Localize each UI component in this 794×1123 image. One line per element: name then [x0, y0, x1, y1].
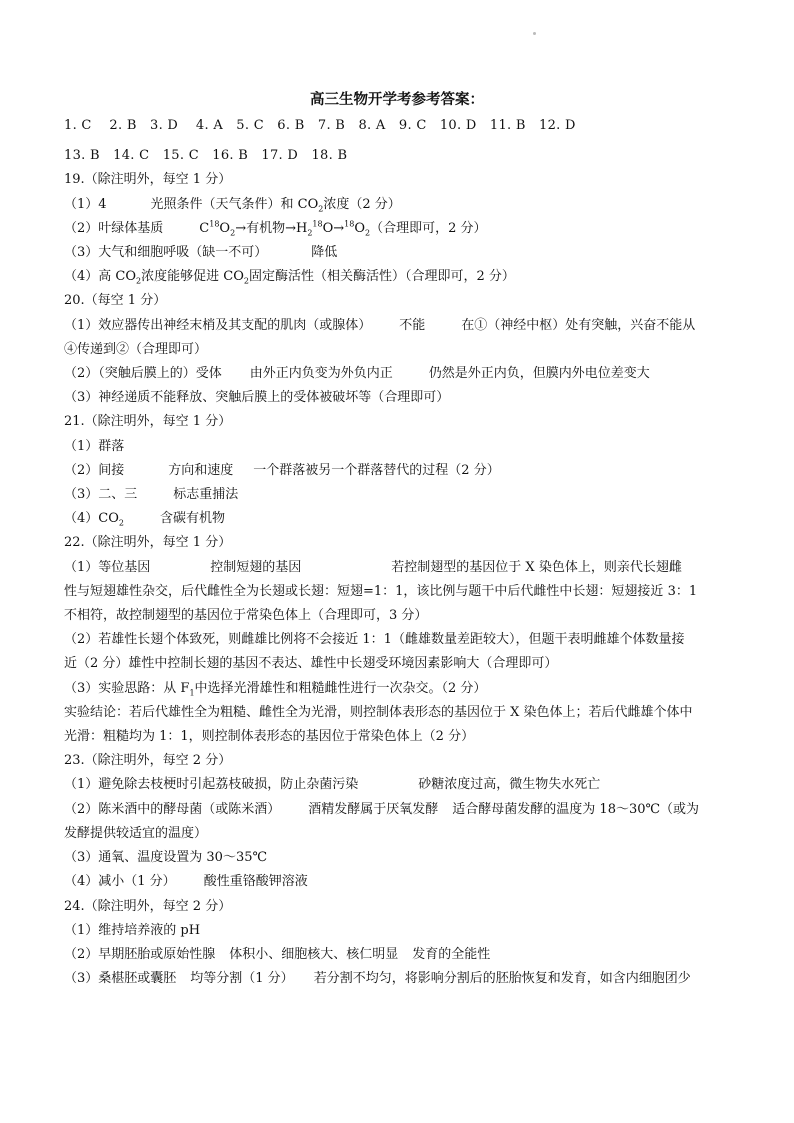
q23-4b: 酸性重铬酸钾溶液 — [203, 874, 308, 890]
subscript: 2 — [243, 276, 249, 286]
q22-3b: 中选择光滑雄性和粗糙雌性进行一次杂交。（2 分） — [194, 680, 487, 696]
q24-answer-1: （1）维持培养液的 pH — [64, 922, 201, 938]
q23-answer-2 — [64, 798, 732, 822]
q19-3a: （3）大气和细胞呼吸（缺一不可） — [64, 245, 268, 261]
q19-1c: 浓度（2 分） — [323, 196, 401, 212]
q20-1a: （1）效应器传出神经末梢及其支配的肌肉（或腺体） — [64, 317, 372, 333]
q20-2a: （2）（突触后膜上的）受体 — [64, 366, 222, 382]
q22-answer-1-cont-2: 不相符，故控制翅型的基因位于常染色体上（合理即可，3 分） — [64, 608, 428, 624]
subscript: 2 — [318, 204, 324, 214]
q24-answer-3 — [64, 967, 732, 991]
corner-dot — [533, 32, 536, 35]
q23-2c: 适合酵母菌发酵的温度为 18～30℃（或为 — [452, 801, 700, 817]
q24-3c: 若分割不均匀，将影响分割后的胚胎恢复和发育，如含内细胞团少 — [313, 971, 691, 987]
choice-answers-row-2: 13. B 14. C 15. C 16. B 17. D 18. B — [64, 148, 348, 164]
subscript: 2 — [118, 518, 124, 528]
q19-2a: （2）叶绿体基质 — [64, 220, 164, 236]
q19-3b: 降低 — [311, 245, 338, 261]
q21-3a: （3）二、三 — [64, 487, 138, 503]
q23-answer-4 — [64, 870, 732, 894]
q20-heading: 20.（每空 1 分） — [64, 293, 167, 309]
answer-content — [64, 114, 732, 991]
q20-1c: 在①（神经中枢）处有突触，兴奋不能从 — [461, 317, 696, 333]
q19-4b: 浓度能够促进 CO — [141, 269, 244, 285]
q22-1b: 控制短翅的基因 — [210, 559, 302, 575]
q20-1b: 不能 — [399, 317, 426, 333]
q24-heading: 24.（除注明外，每空 2 分） — [64, 898, 232, 914]
q23-2b: 酒精发酵属于厌氧发酵 — [308, 801, 439, 817]
q23-2a: （2）陈米酒中的酵母菌（或陈米酒） — [64, 801, 281, 817]
choice-answers-row-1: 1. C 2. B 3. D 4. A 5. C 6. B 7. B 8. A 9. C 10. D 11. B 12. D — [64, 118, 576, 133]
q24-2a: （2）早期胚胎或原始性腺 — [64, 946, 216, 962]
q21-heading: 21.（除注明外，每空 1 分） — [64, 414, 232, 430]
q21-answer-1: （1）群落 — [64, 438, 125, 454]
q21-4a: （4）CO — [64, 511, 119, 527]
q21-answer-4 — [64, 507, 732, 531]
q23-1a: （1）避免除去枝梗时引起荔枝破损，防止杂菌污染 — [64, 777, 359, 793]
q20-2b: 由外正内负变为外负内正 — [249, 366, 393, 382]
q22-1c: 若控制翅型的基因位于 X 染色体上，则亲代长翅雌 — [391, 559, 682, 575]
q19-answer-2 — [64, 217, 732, 241]
q22-answer-2-cont: 近（2 分）雄性中控制长翅的基因不表达、雄性中长翅受环境因素影响大（合理即可） — [64, 656, 558, 672]
subscript: 1 — [189, 688, 195, 698]
q20-answer-2 — [64, 362, 732, 386]
q19-answer-3 — [64, 241, 732, 265]
q24-3a: （3）桑椹胚或囊胚 — [64, 971, 177, 987]
q22-answer-1 — [64, 556, 732, 580]
q23-answer-1 — [64, 773, 732, 797]
q23-heading: 23.（除注明外，每空 2 分） — [64, 753, 232, 769]
q21-answer-2 — [64, 459, 732, 483]
q19-4a: （4）高 CO — [64, 269, 137, 285]
q20-answer-1-cont: ④传递到②（合理即可） — [64, 341, 208, 357]
subscript: 2 — [136, 276, 142, 286]
q22-answer-1-cont-1: 性与短翅雄性杂交，后代雌性全为长翅或长翅：短翅=1：1，该比例与题干中后代雌性中长翅：短翅接近 3：1 — [64, 583, 698, 599]
q19-answer-4 — [64, 265, 732, 289]
q21-4b: 含碳有机物 — [159, 511, 225, 527]
q22-1a: （1）等位基因 — [64, 559, 151, 575]
q23-1b: 砂糖浓度过高，微生物失水死亡 — [418, 777, 601, 793]
q20-2c: 仍然是外正内负，但膜内外电位差变大 — [428, 366, 650, 382]
q22-conclusion: 实验结论：若后代雄性全为粗糙、雌性全为光滑，则控制体表形态的基因位于 X 染色体上；若后代雌雄个体中 — [64, 704, 693, 720]
q22-3a: （3）实验思路：从 F — [64, 680, 190, 696]
q24-2c: 发育的全能性 — [412, 946, 491, 962]
q22-conclusion-cont: 光滑：粗糙均为 1：1，则控制体表形态的基因位于常染色体上（2 分） — [64, 729, 475, 745]
q24-3b: 均等分割（1 分） — [190, 971, 294, 987]
q23-answer-3: （3）通氧、温度设置为 30～35℃ — [64, 850, 268, 866]
q22-answer-3 — [64, 677, 732, 701]
q24-2b: 体积小、细胞核大、核仁明显 — [229, 946, 399, 962]
q20-answer-3: （3）神经递质不能释放、突触后膜上的受体被破坏等（合理即可） — [64, 390, 450, 406]
q21-2a: （2）间接 — [64, 462, 125, 478]
q21-2c: 一个群落被另一个群落替代的过程（2 分） — [253, 462, 500, 478]
q23-answer-2-cont: 发酵提供较适宜的温度） — [64, 825, 208, 841]
q19-1a: （1）4 — [64, 196, 107, 212]
document-title: 高三生物开学考参考答案： — [310, 91, 484, 108]
q22-answer-2: （2）若雄性长翅个体致死，则雌雄比例将不会接近 1：1（雌雄数量差距较大），但题干表明雌雄个体数量接 — [64, 632, 685, 648]
q23-4a: （4）减小（1 分） — [64, 874, 176, 890]
q24-answer-2 — [64, 943, 732, 967]
q21-2b: 方向和速度 — [168, 462, 234, 478]
q22-heading: 22.（除注明外，每空 1 分） — [64, 535, 232, 551]
q20-answer-1 — [64, 314, 732, 338]
q19-1b: 光照条件（天气条件）和 CO — [150, 196, 319, 212]
q19-2b: $C^{18}O_2\to$有机物$\to H_2^{18}O\to^{18}O_2$（合理即可，2 分） — [199, 219, 487, 238]
q19-4c: 固定酶活性（相关酶活性）（合理即可，2 分） — [248, 269, 515, 285]
q21-answer-3 — [64, 483, 732, 507]
q21-3b: 标志重捕法 — [173, 487, 239, 503]
q19-answer-1 — [64, 193, 732, 217]
q19-heading: 19.（除注明外，每空 1 分） — [64, 172, 232, 188]
